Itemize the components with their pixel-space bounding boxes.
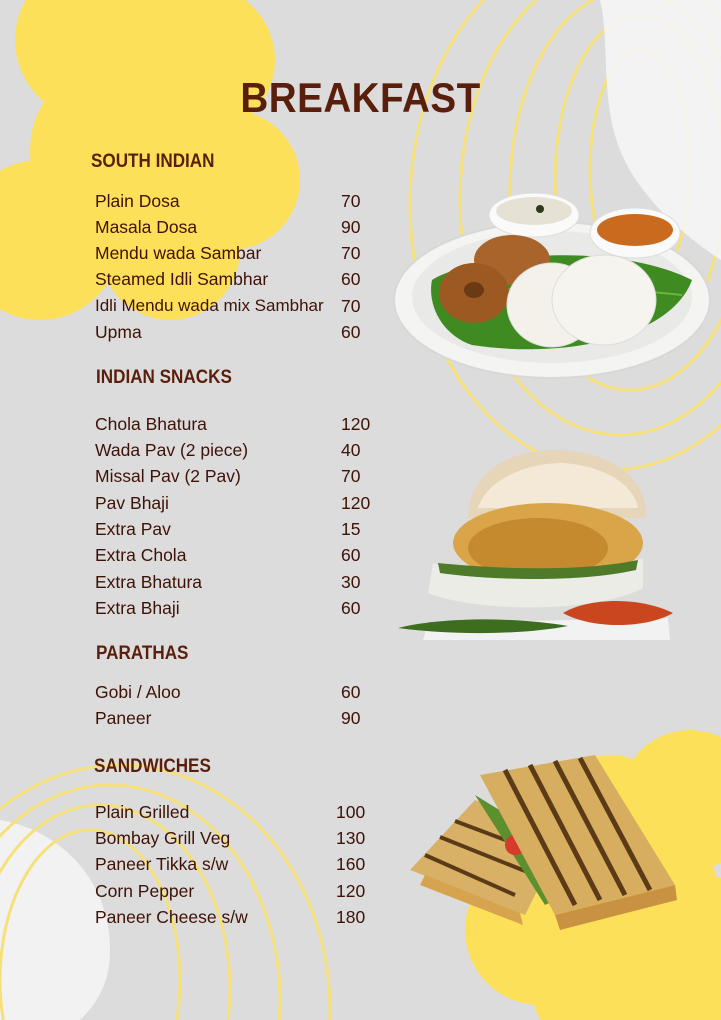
section-heading-parathas: PARATHAS [96,643,189,664]
vada-pav-image [398,448,678,643]
idli-vada-plate-image [392,185,712,385]
page-title: BREAKFAST [240,74,481,121]
section-heading-sandwiches: SANDWICHES [94,756,211,777]
grilled-sandwich-image [405,755,680,930]
section-heading-south-indian: SOUTH INDIAN [91,151,215,172]
section-heading-indian-snacks: INDIAN SNACKS [96,367,232,388]
